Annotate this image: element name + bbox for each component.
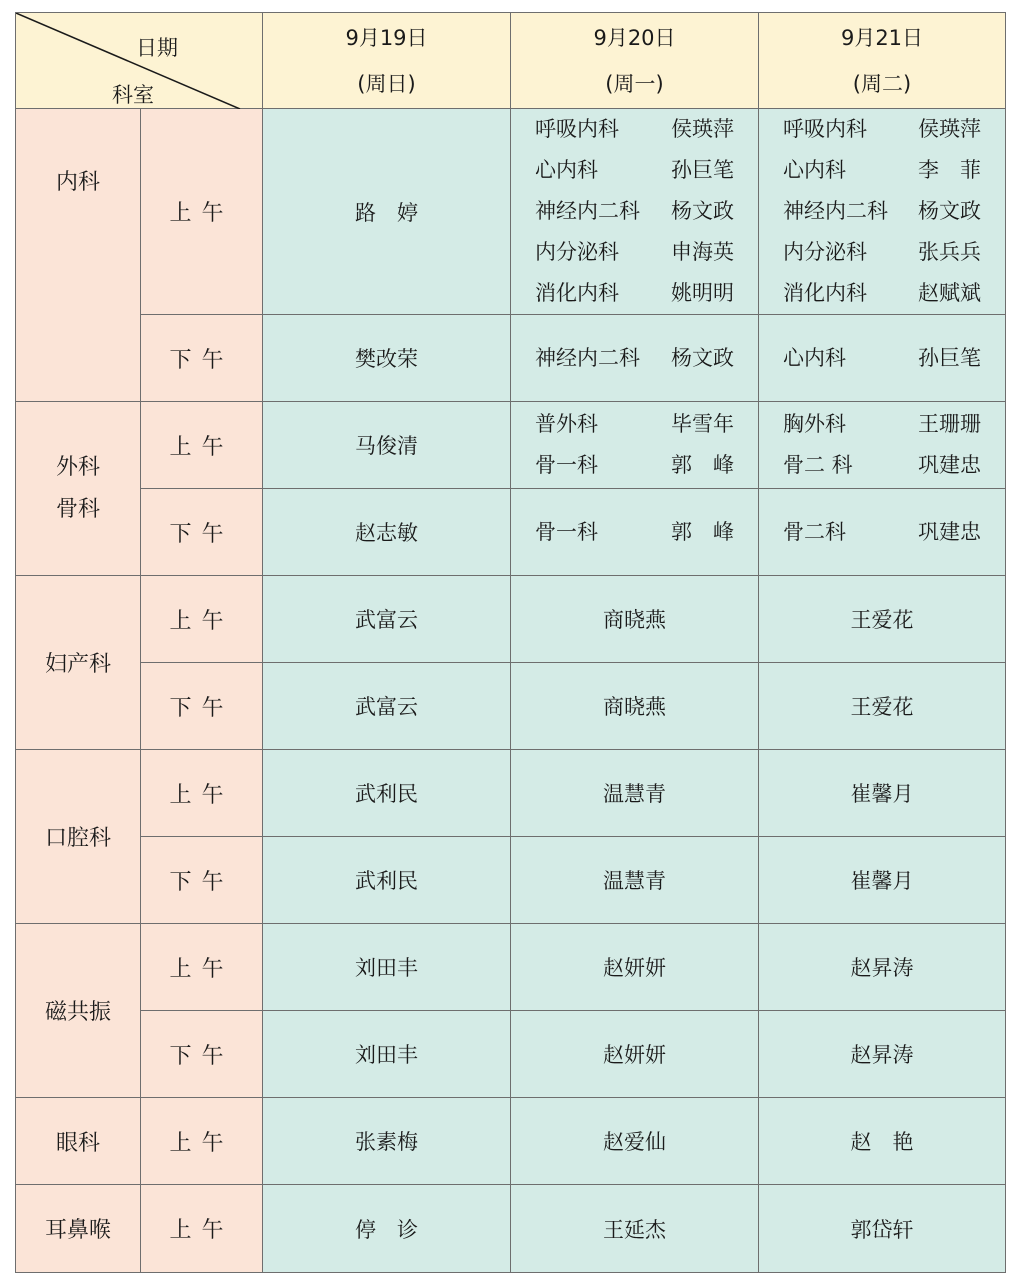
table-row — [16, 837, 1006, 924]
table-row — [16, 750, 1006, 837]
table-row — [16, 489, 1006, 576]
list-item: 内分泌科 申海英 — [535, 240, 734, 264]
doctor-list-cell — [759, 109, 1006, 315]
list-item: 心内科 孙巨笔 — [535, 158, 734, 182]
doctor-cell: 停 诊 — [263, 1185, 511, 1273]
list-item: 胸外科 王珊珊 — [783, 412, 981, 436]
doctor-cell: 刘田丰 — [263, 1011, 511, 1098]
date-header-21 — [759, 13, 1006, 109]
list-item: 消化内科 姚明明 — [535, 281, 734, 305]
doctor-list-cell — [511, 109, 759, 315]
list-item: 骨二科 巩建忠 — [783, 519, 981, 544]
doctor-cell: 郭岱轩 — [759, 1185, 1006, 1273]
dept-kouqiang: 口腔科 — [16, 750, 141, 924]
schedule-table-wrapper — [15, 12, 1005, 1270]
table-row — [16, 1185, 1006, 1273]
table-row — [16, 576, 1006, 663]
list-item: 心内科 孙巨笔 — [783, 345, 981, 370]
period-am: 上午 — [141, 1185, 263, 1273]
list-item: 消化内科 赵赋斌 — [783, 281, 981, 305]
doctor-cell: 赵爱仙 — [511, 1098, 759, 1185]
list-item: 神经内二科 杨文政 — [535, 199, 734, 223]
dept-yanke: 眼科 — [16, 1098, 141, 1185]
doctor-list-cell — [759, 402, 1006, 489]
doctor-cell: 赵 艳 — [759, 1098, 1006, 1185]
doctor-cell: 崔馨月 — [759, 837, 1006, 924]
table-row — [16, 109, 1006, 315]
corner-dept-label: 科室 — [112, 83, 154, 107]
date-label: 9月21日 — [840, 25, 924, 50]
corner-date-label: 日期 — [136, 36, 178, 60]
table-row — [16, 1011, 1006, 1098]
list-item: 内分泌科 张兵兵 — [783, 240, 981, 264]
doctor-cell: 商晓燕 — [511, 576, 759, 663]
doctor-cell: 温慧青 — [511, 750, 759, 837]
list-item: 神经内二科 杨文政 — [783, 199, 981, 223]
weekday-label: (周二) — [852, 71, 912, 96]
date-header-20 — [511, 13, 759, 109]
list-item: 神经内二科 杨文政 — [535, 345, 734, 370]
doctor-cell: 赵志敏 — [263, 489, 511, 576]
table-row — [16, 402, 1006, 489]
doctor-list-cell — [511, 489, 759, 576]
date-label: 9月19日 — [345, 25, 428, 50]
doctor-list-cell — [511, 402, 759, 489]
doctor-list-cell — [759, 489, 1006, 576]
period-pm: 下午 — [141, 489, 263, 576]
period-pm: 下午 — [141, 837, 263, 924]
period-pm: 下午 — [141, 1011, 263, 1098]
list-item: 心内科 李 菲 — [783, 158, 981, 182]
doctor-cell: 樊改荣 — [263, 315, 511, 402]
doctor-cell: 赵妍妍 — [511, 1011, 759, 1098]
dept-waike-line1: 外科 — [55, 454, 100, 480]
period-am: 上午 — [141, 576, 263, 663]
doctor-cell: 王爱花 — [759, 663, 1006, 750]
doctor-cell: 赵昇涛 — [759, 1011, 1006, 1098]
period-pm: 下午 — [141, 315, 263, 402]
list-item: 骨一科 郭 峰 — [535, 453, 734, 477]
dept-cigongzhen: 磁共振 — [16, 924, 141, 1098]
date-header-19 — [263, 13, 511, 109]
doctor-cell: 武利民 — [263, 837, 511, 924]
doctor-cell: 王延杰 — [511, 1185, 759, 1273]
list-item: 普外科 毕雪年 — [535, 412, 734, 436]
doctor-cell: 赵妍妍 — [511, 924, 759, 1011]
table-row — [16, 663, 1006, 750]
doctor-cell: 刘田丰 — [263, 924, 511, 1011]
doctor-cell: 张素梅 — [263, 1098, 511, 1185]
dept-waike — [16, 402, 141, 576]
doctor-list-cell — [511, 315, 759, 402]
doctor-cell: 温慧青 — [511, 837, 759, 924]
doctor-cell: 路 婷 — [263, 109, 511, 315]
dept-fuchan: 妇产科 — [16, 576, 141, 750]
table-row — [16, 1098, 1006, 1185]
dept-erbihou: 耳鼻喉 — [16, 1185, 141, 1273]
period-pm: 下午 — [141, 663, 263, 750]
period-am: 上午 — [141, 750, 263, 837]
list-item: 骨二 科 巩建忠 — [783, 453, 981, 477]
doctor-cell: 崔馨月 — [759, 750, 1006, 837]
dept-guke-line2: 骨科 — [55, 496, 100, 522]
corner-header-cell — [16, 13, 263, 109]
duty-schedule-table — [15, 12, 1006, 1273]
list-item: 呼吸内科 侯瑛萍 — [535, 117, 734, 141]
period-am: 上午 — [141, 109, 263, 315]
period-am: 上午 — [141, 1098, 263, 1185]
doctor-cell: 马俊清 — [263, 402, 511, 489]
doctor-cell: 武富云 — [263, 576, 511, 663]
weekday-label: (周一) — [605, 71, 664, 96]
doctor-cell: 赵昇涛 — [759, 924, 1006, 1011]
doctor-cell: 王爱花 — [759, 576, 1006, 663]
doctor-cell: 武富云 — [263, 663, 511, 750]
list-item: 呼吸内科 侯瑛萍 — [783, 117, 981, 141]
dept-neike: 内科 — [16, 109, 141, 402]
weekday-label: (周日) — [357, 71, 416, 96]
header-row — [16, 13, 1006, 109]
list-item: 骨一科 郭 峰 — [535, 519, 734, 544]
period-am: 上午 — [141, 924, 263, 1011]
table-row — [16, 315, 1006, 402]
doctor-cell: 武利民 — [263, 750, 511, 837]
table-row — [16, 924, 1006, 1011]
doctor-cell: 商晓燕 — [511, 663, 759, 750]
doctor-list-cell — [759, 315, 1006, 402]
date-label: 9月20日 — [593, 25, 676, 50]
period-am: 上午 — [141, 402, 263, 489]
